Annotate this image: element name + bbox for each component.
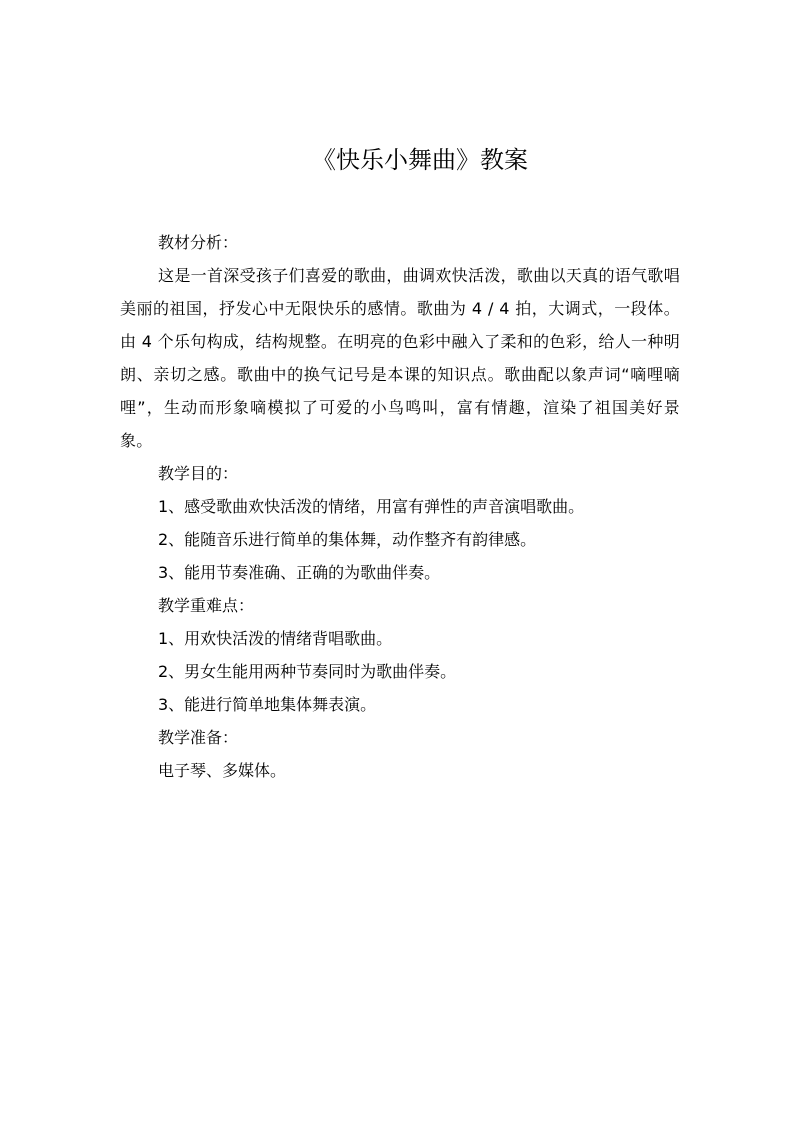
- prep-heading: 教学准备：: [158, 728, 239, 747]
- keypoint-item: 2、男女生能用两种节奏同时为歌曲伴奏。: [158, 662, 457, 681]
- prep-text: 电子琴、多媒体。: [158, 761, 287, 780]
- page-title: 《快乐小舞曲》教案: [312, 146, 528, 174]
- goal-item: 2、能随音乐进行简单的集体舞，动作整齐有韵律感。: [158, 530, 537, 549]
- goal-item: 3、能用节奏准确、正确的为歌曲伴奏。: [158, 563, 441, 582]
- goal-item: 1、感受歌曲欢快活泼的情绪，用富有弹性的声音演唱歌曲。: [158, 497, 585, 516]
- analysis-paragraph: 这是一首深受孩子们喜爱的歌曲，曲调欢快活泼，歌曲以天真的语气歌唱美丽的祖国，抒发心中无限快乐的感情。歌曲为 4 / 4 拍，大调式，一段体。由 4 个乐句构成，结构规整。在明亮的色彩中融入了柔和的色彩，给人一种明朗、亲切之感。歌曲中的换气记号是本课的知识点。歌曲配以象声词“嘀哩嘀哩”，生动而形象嘀模拟了可爱的小鸟鸣叫，富有情趣，渲染了祖国美好景象。: [120, 266, 680, 450]
- keypoints-heading: 教学重难点：: [158, 596, 255, 615]
- keypoint-item: 1、用欢快活泼的情绪背唱歌曲。: [158, 629, 393, 648]
- document-body: [120, 226, 680, 787]
- analysis-heading: 教材分析：: [158, 233, 239, 252]
- goals-heading: 教学目的：: [158, 464, 239, 483]
- keypoint-item: 3、能进行简单地集体舞表演。: [158, 695, 377, 714]
